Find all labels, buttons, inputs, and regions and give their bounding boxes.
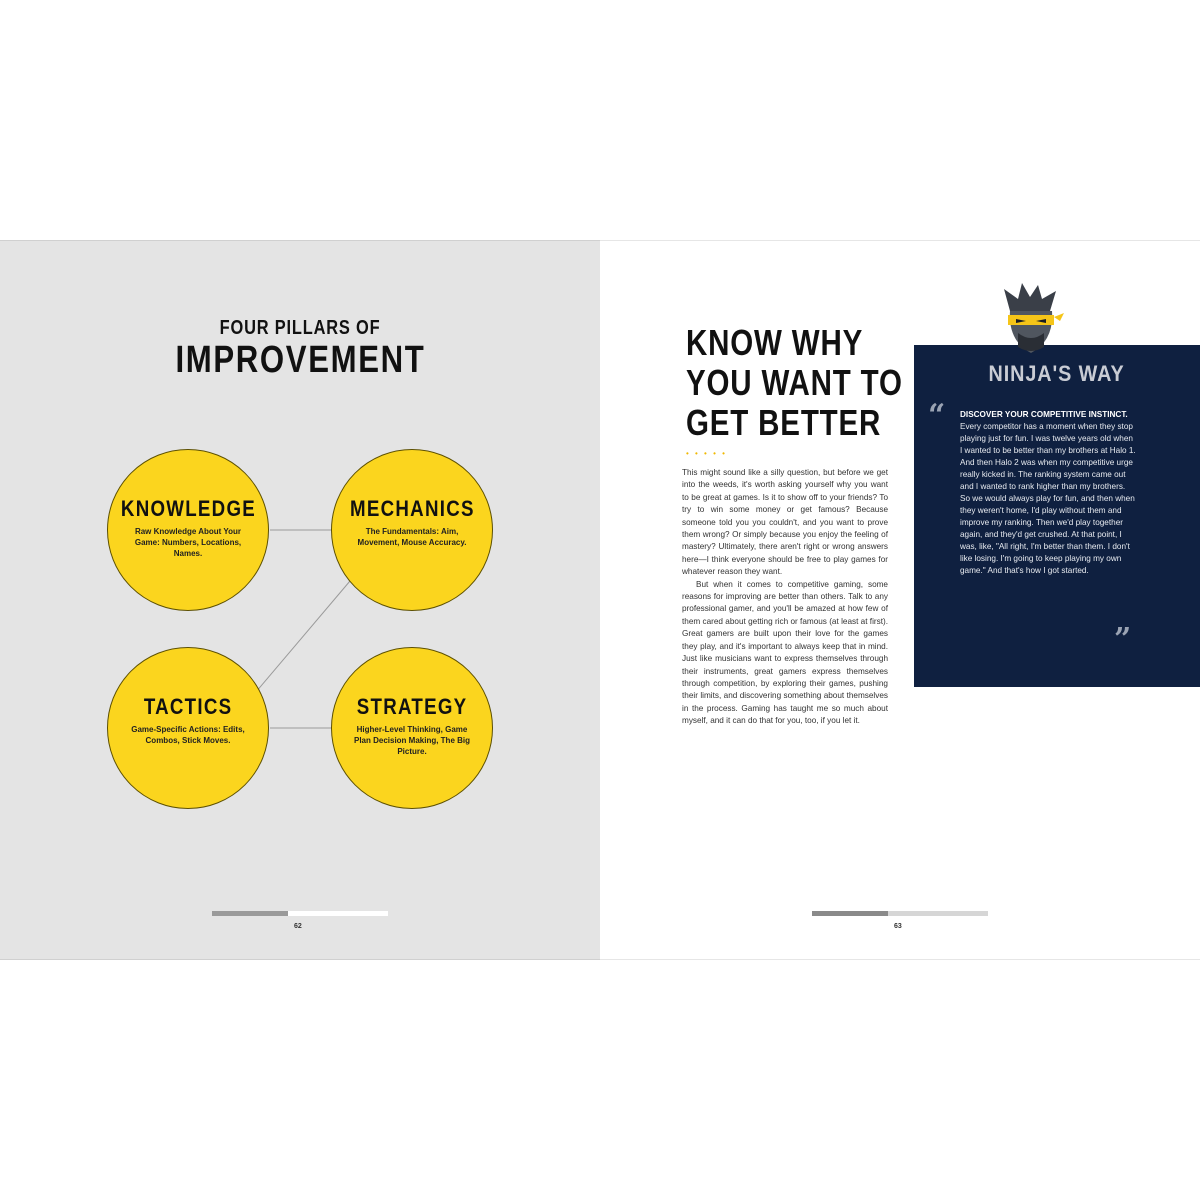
folio-bar-dark bbox=[212, 911, 288, 916]
pillar-desc: Game-Specific Actions: Edits, Combos, Stick Moves. bbox=[131, 725, 245, 745]
pillar-mechanics bbox=[331, 449, 493, 611]
pillar-strategy bbox=[331, 647, 493, 809]
pillar-knowledge bbox=[107, 449, 269, 611]
pillar-tactics bbox=[107, 647, 269, 809]
open-quote-icon: “ bbox=[928, 398, 946, 433]
pillar-title: STRATEGY bbox=[356, 694, 468, 719]
pillars-title-large: IMPROVEMENT bbox=[174, 339, 426, 381]
ninjas-way-lead: DISCOVER YOUR COMPETITIVE INSTINCT. bbox=[960, 410, 1128, 419]
connector-mechanics-tactics bbox=[250, 581, 350, 699]
right-page bbox=[600, 240, 1200, 960]
body-paragraph-1: This might sound like a silly question, but before we get into the weeds, it's worth asking yourself why you want to be great at games. Is it to show off to your friends? To try to win some money or get famous? Because someone told you you couldn't, and you want to prove them wrong? Or simply because you enjoy the feeling of mastery? Ultimately, there aren't right or wrong answers here—I think everyone should be free to play games for whatever reason they want. bbox=[682, 468, 888, 577]
book-spread bbox=[0, 240, 1200, 960]
ninja-head-icon bbox=[998, 281, 1064, 357]
pillar-title: MECHANICS bbox=[349, 496, 475, 521]
pillars-connector-lines bbox=[0, 241, 600, 961]
pillar-desc: The Fundamentals: Aim, Movement, Mouse Accuracy. bbox=[357, 527, 467, 547]
ninjas-way-text bbox=[960, 409, 1136, 577]
pillar-title: KNOWLEDGE bbox=[120, 496, 256, 521]
pillar-desc: Higher-Level Thinking, Game Plan Decision Making, The Big Picture. bbox=[353, 725, 471, 756]
pillars-title-small: FOUR PILLARS OF bbox=[219, 317, 381, 339]
chapter-heading bbox=[686, 323, 906, 443]
ninjas-way-sidebar bbox=[914, 345, 1200, 687]
ninjas-way-body: Every competitor has a moment when they stop playing just for fun. I was twelve years old when I wanted to be better than my brothers at Halo 1. And then Halo 2 was when my competitive urge really kicked in. The ranking system came out and I wanted to rank higher than my brothers. So we would always play for fun, and then when they weren't home, I'd play without them and improve my ranking. Then we'd play together again, and they'd get crushed. At that point, I was, like, "All right, I'm better than them. I don't like losing. I'm going to keep playing my own game." And that's how I got started. bbox=[960, 422, 1136, 575]
folio-bar-light bbox=[288, 911, 388, 916]
heading-line-2: YOU WANT TO bbox=[686, 362, 903, 403]
left-page bbox=[0, 240, 600, 960]
heading-line-1: KNOW WHY bbox=[686, 322, 864, 363]
ninjas-way-title: NINJA'S WAY bbox=[988, 361, 1126, 386]
page-number-left: 62 bbox=[294, 923, 302, 930]
body-paragraph-2: But when it comes to competitive gaming, some reasons for improving are better than others. Talk to any professional gamer, and you'll be amazed at how few of them cared about getting rich or famous (at least at first). Great gamers are built upon their love for the games they play, and it's important to always keep that in mind. Just like musicians want to express themselves through their instruments, great gamers express themselves through competition, by exploring their games, pushing their limits, and discovering something about themselves in the process. Gaming has taught me so much about myself, and it can do that for you, too, if you let it. bbox=[682, 579, 888, 726]
pillar-title: TACTICS bbox=[143, 694, 233, 719]
heading-line-3: GET BETTER bbox=[686, 402, 882, 443]
folio-bar-light bbox=[888, 911, 988, 916]
folio-bar-dark bbox=[812, 911, 888, 916]
pillar-desc: Raw Knowledge About Your Game: Numbers, Locations, Names. bbox=[134, 527, 242, 558]
page-number-right: 63 bbox=[894, 923, 902, 930]
body-text bbox=[682, 467, 888, 728]
close-quote-icon: ” bbox=[1114, 622, 1132, 657]
accent-dots: • • • • • bbox=[686, 449, 727, 458]
